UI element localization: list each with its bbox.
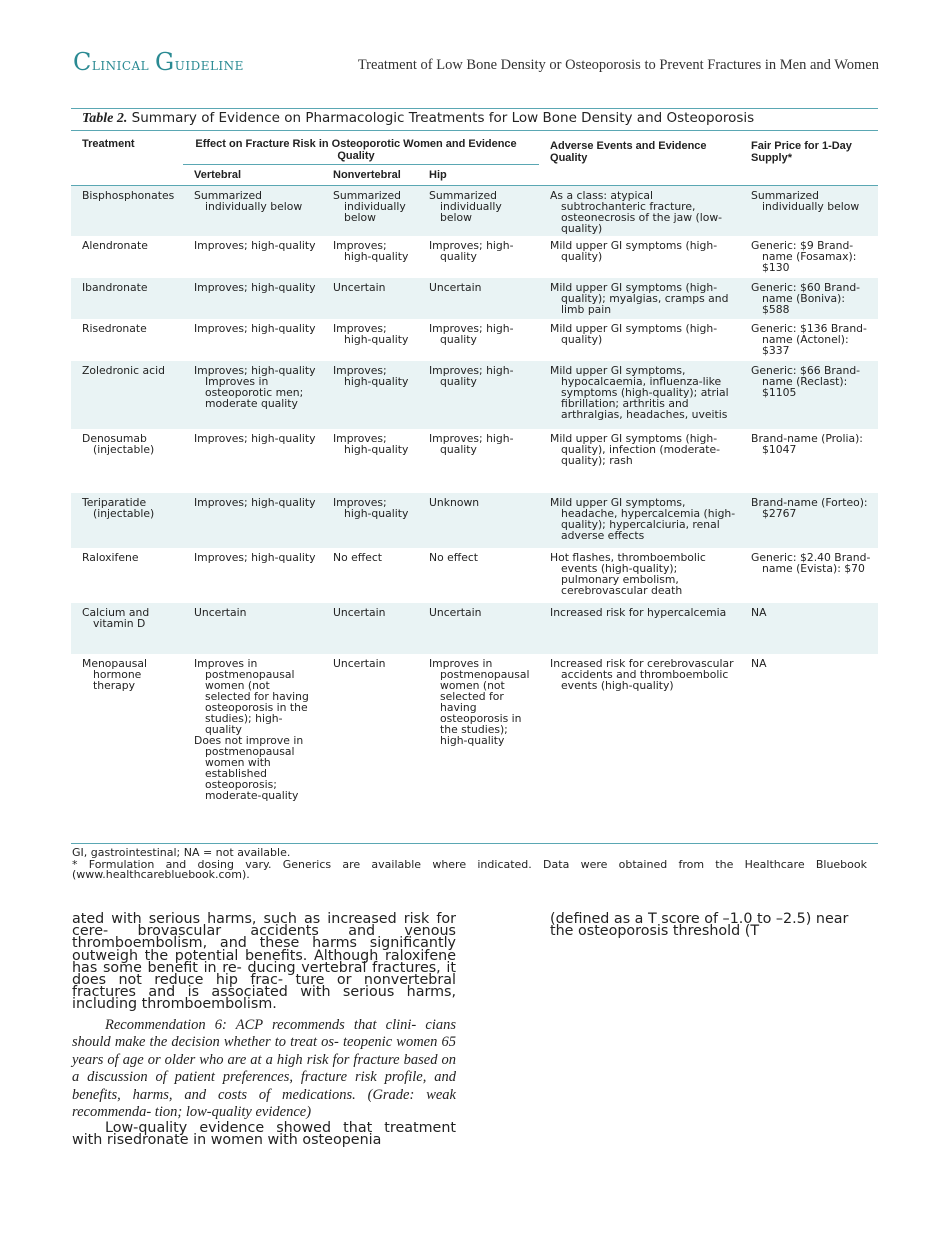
journal-section-label [73,48,244,76]
table-row [71,236,878,278]
table-label: Table 2. [82,111,128,126]
cell-treatment: Denosumab (injectable) [82,432,155,456]
cell-adverse: Mild upper GI symptoms (high-quality) [550,322,718,346]
brand-initial-2: G [155,48,175,76]
cell-price: Generic: $2.40 Brand-name (Evista): $70 [751,551,871,575]
cell-vertebral: Improves; high-quality [194,281,316,294]
cell-adverse: Mild upper GI symptoms (high-quality); myalgias, cramps and limb pain [550,281,729,316]
table-caption [71,108,878,131]
cell-hip: Improves; high-quality [429,432,514,456]
cell-vertebral: Improves; high-quality Improves in osteoporotic men; moderate quality [194,364,316,410]
cell-treatment: Zoledronic acid [71,361,183,429]
cell-treatment: Menopausal hormone therapy [82,657,147,692]
cell-price: NA [751,657,767,670]
table-row [71,186,878,237]
cell-nonvertebral: Uncertain [333,657,386,670]
cell-nonvertebral: Improves; high-quality [333,364,409,388]
cell-treatment: Bisphosphonates [71,186,183,237]
cell-treatment: Alendronate [82,239,148,252]
cell-hip: Uncertain [429,281,482,294]
cell-adverse: Hot flashes, thromboembolic events (high-quality); pulmonary embolism, cerebrovascular death [550,551,706,597]
cell-price: Generic: $66 Brand-name (Reclast): $1105 [751,364,861,399]
cell-adverse: Mild upper GI symptoms (high-quality), infection (moderate-quality); rash [550,432,721,467]
cell-vertebral: Improves; high-quality [194,496,316,509]
cell-treatment: Risedronate [82,322,147,335]
table-row [71,429,878,493]
cell-vertebral: Improves in postmenopausal women (not selected for having osteoporosis in the studies); high-quality [194,657,309,736]
cell-adverse: Increased risk for hypercalcemia [550,606,727,619]
table-footnotes [72,848,867,882]
header-vertebral: Vertebral [194,169,242,181]
cell-vertebral-secondary: Does not improve in postmenopausal women with established osteoporosis; moderate-quality [194,734,304,802]
table-row [71,603,878,654]
cell-adverse: Mild upper GI symptoms, headache, hypercalcemia (high-quality); hypercalciuria, renal adverse effects [550,496,736,542]
cell-vertebral: Improves; high-quality [194,551,316,564]
cell-vertebral: Improves; high-quality [194,239,316,252]
cell-nonvertebral: Uncertain [333,606,386,619]
cell-vertebral: Improves; high-quality [194,322,316,335]
body-column-left [72,913,456,1146]
brand-word-2: uideline [174,55,244,75]
cell-treatment: Raloxifene [82,551,139,564]
header-effect: Effect on Fracture Risk in Osteoporotic Women and Evidence Quality [195,138,517,162]
cell-adverse: As a class: atypical subtrochanteric fracture, osteonecrosis of the jaw (low-quality) [550,189,723,235]
table-footer-rule [71,843,878,844]
cell-nonvertebral: Improves; high-quality [333,239,409,263]
header-hip: Hip [429,169,447,181]
cell-treatment: Ibandronate [71,278,183,319]
cell-treatment: Teriparatide (injectable) [82,496,155,520]
evidence-table [71,108,878,803]
cell-nonvertebral: Uncertain [333,281,386,294]
cell-nonvertebral: Improves; high-quality [333,322,409,346]
cell-price: Brand-name (Prolia): $1047 [751,432,863,456]
cell-hip: No effect [429,551,479,564]
cell-price: NA [751,606,767,619]
body-paragraph: ated with serious harms, such as increased risk for cere- brovascular accidents and venous thromboembolism, and these harms significantly outweigh the potential benefits. Although raloxifene has some benefit in re- ducing vertebral fractures, it does not reduce hip frac- ture or nonvertebral fractures and is associated with serious harms, including thromboembolism. [72,911,456,1013]
header-nonvertebral: Nonvertebral [333,169,401,181]
cell-nonvertebral: Summarized individually below [333,189,406,224]
body-column-right [550,911,850,940]
cell-hip: Unknown [429,496,480,509]
recommendation-6: Recommendation 6: ACP recommends that clini- cians should make the decision whether to treat os- teopenic women 65 years of age or older who are at a high risk for fracture based on a discussion of patient preferences, fracture risk profile, and benefits, harms, and costs of medications. (Grade: weak recommenda- tion; low-quality evidence) [72,1016,456,1121]
header-treatment: Treatment [82,138,135,150]
cell-price: Generic: $136 Brand-name (Actonel): $337 [751,322,867,357]
footnote-formulation: * Formulation and dosing vary. Generics are available where indicated. Data were obtained from the Healthcare Bluebook (www.healthcarebluebook.com). [72,858,867,881]
table-row [71,319,878,361]
cell-hip: Summarized individually below [429,189,502,224]
cell-price: Generic: $9 Brand-name (Fosamax): $130 [751,239,857,274]
cell-hip: Improves; high-quality [429,364,514,388]
cell-adverse: Increased risk for cerebrovascular accidents and thromboembolic events (high-quality) [550,657,734,692]
table-row [71,493,878,548]
table-row [71,278,878,319]
cell-hip: Improves in postmenopausal women (not selected for having osteoporosis in the studies); high-quality [429,657,530,747]
cell-vertebral: Uncertain [194,606,247,619]
body-paragraph: (defined as a T score of –1.0 to –2.5) near the osteoporosis threshold (T [550,911,849,940]
cell-vertebral: Improves; high-quality [194,432,316,445]
cell-vertebral: Summarized individually below [194,189,303,213]
cell-hip: Uncertain [429,606,482,619]
cell-nonvertebral: Improves; high-quality [333,432,409,456]
cell-treatment: Calcium and vitamin D [82,606,150,630]
table-title: Summary of Evidence on Pharmacologic Treatments for Low Bone Density and Osteoporosis [131,110,755,126]
header-adverse: Adverse Events and Evidence Quality [550,140,707,164]
footnote-abbreviations: GI, gastrointestinal; NA = not available. [72,846,291,859]
cell-hip: Improves; high-quality [429,239,514,263]
running-title: Treatment of Low Bone Density or Osteoporosis to Prevent Fractures in Men and Women [357,57,879,73]
cell-adverse: Mild upper GI symptoms (high-quality) [550,239,718,263]
brand-word-1: linical [91,55,150,75]
cell-price: Brand-name (Forteo): $2767 [751,496,868,520]
brand-initial-1: C [73,48,92,76]
table-row [71,361,878,429]
body-paragraph: Low-quality evidence showed that treatment with risedronate in women with osteopenia [72,1119,456,1148]
page-header [73,48,879,80]
cell-nonvertebral: Improves; high-quality [333,496,409,520]
header-price: Fair Price for 1-Day Supply* [751,140,852,164]
cell-price: Generic: $60 Brand-name (Boniva): $588 [751,281,861,316]
cell-hip: Improves; high-quality [429,322,514,346]
table-row [71,654,878,803]
cell-price: Summarized individually below [751,189,860,213]
cell-nonvertebral: No effect [333,551,383,564]
cell-adverse: Mild upper GI symptoms, hypocalcaemia, influenza-like symptoms (high-quality); atrial fibrillation; arthritis and arthralgias, headaches, uveitis [550,364,729,421]
table-row [71,548,878,603]
